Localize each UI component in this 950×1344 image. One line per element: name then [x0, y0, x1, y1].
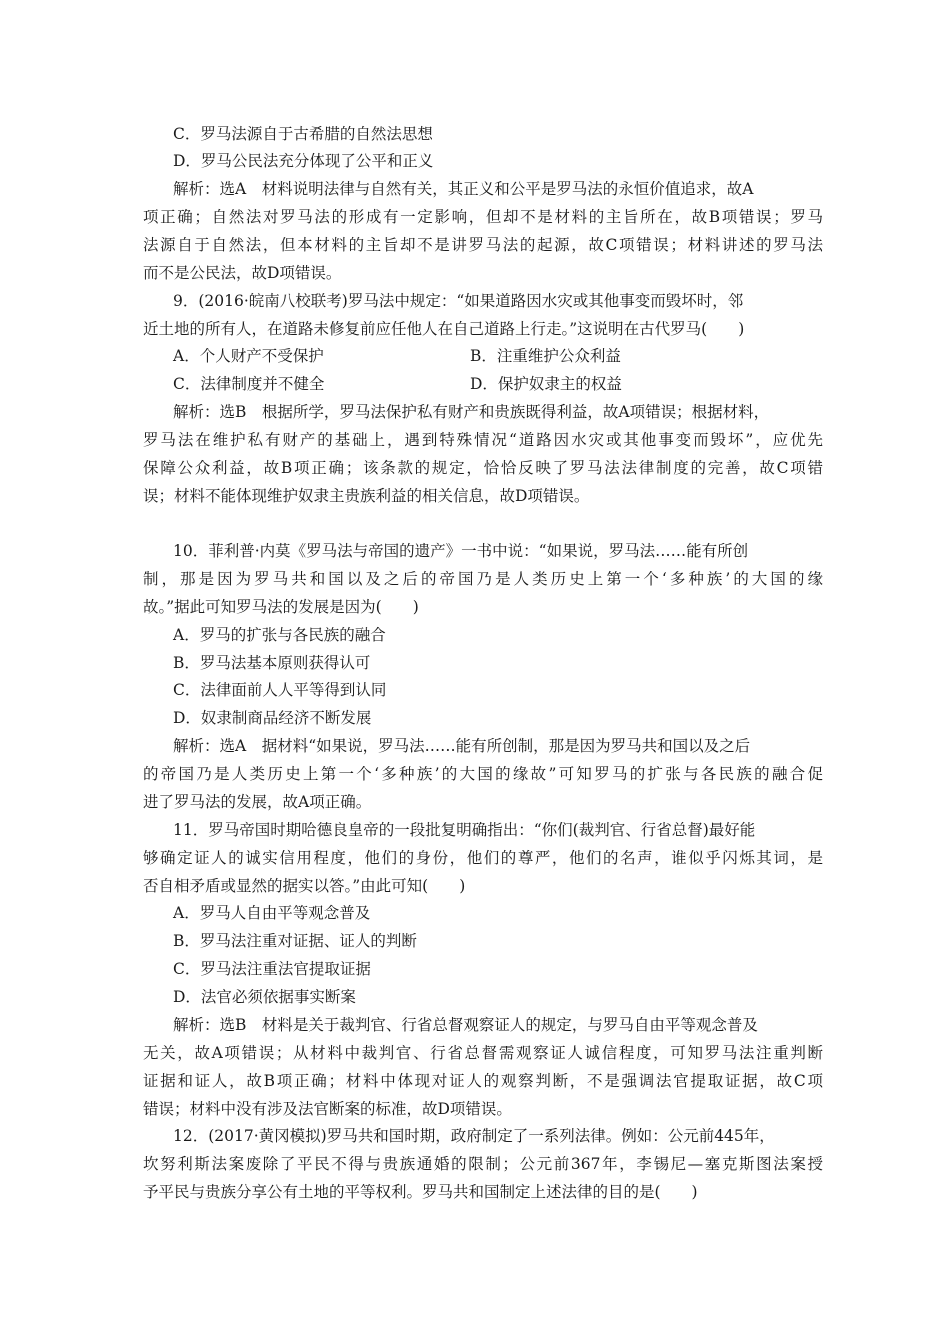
q11-explanation-line: 无关，故A项错误；从材料中裁判官、行省总督需观察证人诚信程度，可知罗马法注重判断 [143, 1044, 823, 1062]
q8-explanation-line: 法源自于自然法，但本材料的主旨却不是讲罗马法的起源，故C项错误；材料讲述的罗马法 [143, 236, 823, 254]
q10-explanation-line: 进了罗马法的发展，故A项正确。 [143, 793, 372, 811]
q11-option-a: A．罗马人自由平等观念普及 [173, 904, 371, 922]
q12-stem-line: 12．(2017·黄冈模拟)罗马共和国时期，政府制定了一系列法律。例如：公元前445年， [173, 1127, 775, 1145]
q11-explanation-line: 错误；材料中没有涉及法官断案的标准，故D项错误。 [143, 1100, 512, 1118]
q8-explanation-line: 解析：选A 材料说明法律与自然有关，其正义和公平是罗马法的永恒价值追求，故A [173, 180, 754, 198]
q9-explanation-line: 误；材料不能体现维护奴隶主贵族利益的相关信息，故D项错误。 [143, 487, 590, 505]
q11-explanation-line: 证据和证人，故B项正确；材料中体现对证人的观察判断，不是强调法官提取证据，故C项 [143, 1072, 823, 1090]
q11-explanation-line: 解析：选B 材料是关于裁判官、行省总督观察证人的规定，与罗马自由平等观念普及 [173, 1016, 758, 1034]
q12-stem-line: 予平民与贵族分享公有土地的平等权利。罗马共和国制定上述法律的目的是( ) [143, 1183, 698, 1201]
q11-stem-line: 11．罗马帝国时期哈德良皇帝的一段批复明确指出：“你们(裁判官、行省总督)最好能 [173, 821, 756, 839]
q9-explanation-line: 解析：选B 根据所学，罗马法保护私有财产和贵族既得利益，故A项错误；根据材料， [173, 403, 770, 421]
q11-stem-line: 否自相矛盾或显然的据实以答。”由此可知( ) [143, 877, 466, 895]
q9-stem-line: 近土地的所有人，在道路未修复前应任他人在自己道路上行走。”这说明在古代罗马( ) [143, 320, 745, 338]
q9-option-b: B．注重维护公众利益 [470, 347, 621, 365]
q9-explanation-line: 保障公众利益，故B项正确；该条款的规定，恰恰反映了罗马法法律制度的完善，故C项错 [143, 459, 823, 477]
q9-option-c: C．法律制度并不健全 [173, 375, 325, 393]
q11-option-d: D．法官必须依据事实断案 [173, 988, 356, 1006]
q10-stem-line: 故。”据此可知罗马法的发展是因为( ) [143, 598, 419, 616]
q11-option-b: B．罗马法注重对证据、证人的判断 [173, 932, 417, 950]
q10-stem-line: 制，那是因为罗马共和国以及之后的帝国乃是人类历史上第一个‘多种族’的大国的缘 [143, 570, 823, 588]
q11-stem-line: 够确定证人的诚实信用程度，他们的身份，他们的尊严，他们的名声，谁似乎闪烁其词，是 [143, 849, 823, 867]
q8-explanation-line: 而不是公民法，故D项错误。 [143, 264, 342, 282]
q10-explanation-line: 解析：选A 据材料“如果说，罗马法……能有所创制，那是因为罗马共和国以及之后 [173, 737, 751, 755]
q8-option-c: C．罗马法源自于古希腊的自然法思想 [173, 125, 433, 143]
q9-option-d: D．保护奴隶主的权益 [470, 375, 622, 393]
q10-option-b: B．罗马法基本原则获得认可 [173, 654, 371, 672]
q9-option-a: A．个人财产不受保护 [173, 347, 324, 365]
q10-option-d: D．奴隶制商品经济不断发展 [173, 709, 372, 727]
q10-stem-line: 10．菲利普·内莫《罗马法与帝国的遗产》一书中说：“如果说，罗马法……能有所创 [173, 542, 749, 560]
q11-option-c: C．罗马法注重法官提取证据 [173, 960, 371, 978]
q10-option-a: A．罗马的扩张与各民族的融合 [173, 626, 386, 644]
q9-explanation-line: 罗马法在维护私有财产的基础上，遇到特殊情况“道路因水灾或其他事变而毁坏”，应优先 [143, 431, 823, 449]
q8-explanation-line: 项正确；自然法对罗马法的形成有一定影响，但却不是材料的主旨所在，故B项错误；罗马 [143, 208, 823, 226]
q10-explanation-line: 的帝国乃是人类历史上第一个‘多种族’的大国的缘故”可知罗马的扩张与各民族的融合促 [143, 765, 823, 783]
q12-stem-line: 坎努利斯法案废除了平民不得与贵族通婚的限制；公元前367年，李锡尼—塞克斯图法案授 [143, 1155, 823, 1173]
q8-option-d: D．罗马公民法充分体现了公平和正义 [173, 152, 434, 170]
q10-option-c: C．法律面前人人平等得到认同 [173, 681, 387, 699]
q9-stem-line: 9．(2016·皖南八校联考)罗马法中规定：“如果道路因水灾或其他事变而毁坏时，邻 [173, 292, 744, 310]
